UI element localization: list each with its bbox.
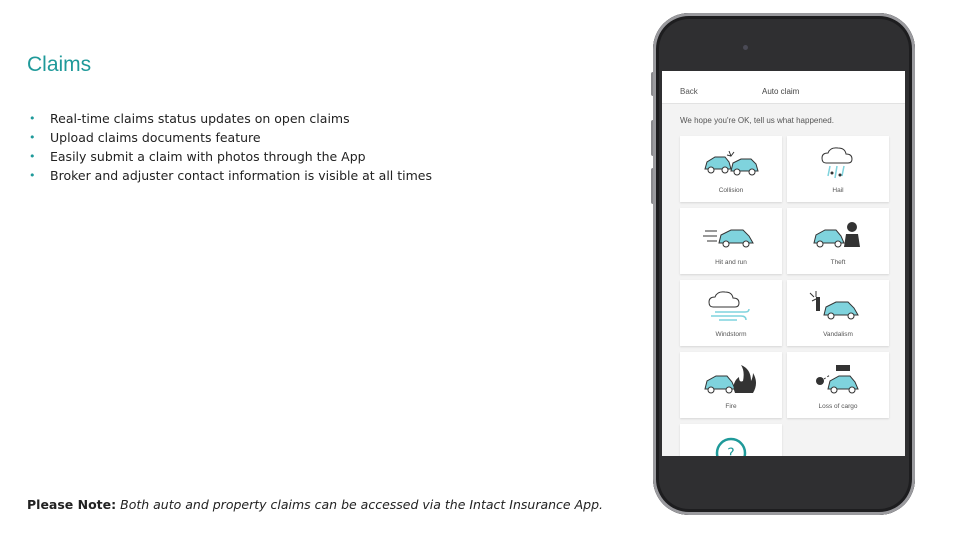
feature-list (27, 109, 432, 185)
phone-camera (743, 45, 748, 50)
vandalism-icon (808, 287, 868, 327)
claim-type-fire[interactable] (680, 352, 782, 418)
bullet-icon: • (29, 169, 36, 182)
collision-icon (701, 143, 761, 183)
feature-item: • Broker and adjuster contact information is visible at all times (29, 168, 433, 183)
claim-type-label: Theft (830, 259, 846, 266)
footnote (27, 497, 603, 512)
claim-type-label: Collision (718, 187, 744, 194)
claim-type-vandalism[interactable] (787, 280, 889, 346)
bullet-icon: • (29, 131, 36, 144)
claim-type-collision[interactable] (680, 136, 782, 202)
back-button[interactable]: Back (680, 87, 698, 96)
footnote-label: Please Note: (27, 497, 117, 512)
svg-text:?: ? (727, 446, 735, 462)
theft-icon (808, 215, 868, 255)
screen-title: Auto claim (762, 87, 800, 96)
app-header (662, 71, 905, 104)
windstorm-icon (701, 287, 761, 327)
feature-item: • Easily submit a claim with photos through the App (29, 149, 366, 164)
claim-type-hail[interactable] (787, 136, 889, 202)
footnote-text: Both auto and property claims can be accessed via the Intact Insurance App. (120, 497, 603, 512)
claim-type-theft[interactable] (787, 208, 889, 274)
hail-icon (808, 143, 868, 183)
slide-title: Claims (27, 53, 92, 76)
prompt-text: We hope you're OK, tell us what happened. (680, 116, 834, 125)
claim-type-label: Windstorm (715, 331, 747, 338)
claim-type-label: Hit and run (715, 259, 747, 266)
claim-type-label: Vandalism (823, 331, 853, 338)
loss-of-cargo-icon (808, 359, 868, 399)
feature-item: • Real-time claims status updates on open claims (29, 111, 350, 126)
claim-type-loss-of-cargo[interactable] (787, 352, 889, 418)
app-screen (662, 71, 905, 462)
claim-type-windstorm[interactable] (680, 280, 782, 346)
feature-item: • Upload claims documents feature (29, 130, 261, 145)
claim-type-label: Hail (832, 187, 844, 194)
claim-type-other[interactable] (680, 424, 782, 462)
fire-icon (701, 359, 761, 399)
hit-and-run-icon (701, 215, 761, 255)
bullet-icon: • (29, 150, 36, 163)
bullet-icon: • (29, 112, 36, 125)
claim-type-label: Fire (725, 403, 737, 410)
help-icon (701, 431, 761, 462)
claim-type-hit-and-run[interactable] (680, 208, 782, 274)
claim-type-label: Loss of cargo (818, 403, 858, 410)
